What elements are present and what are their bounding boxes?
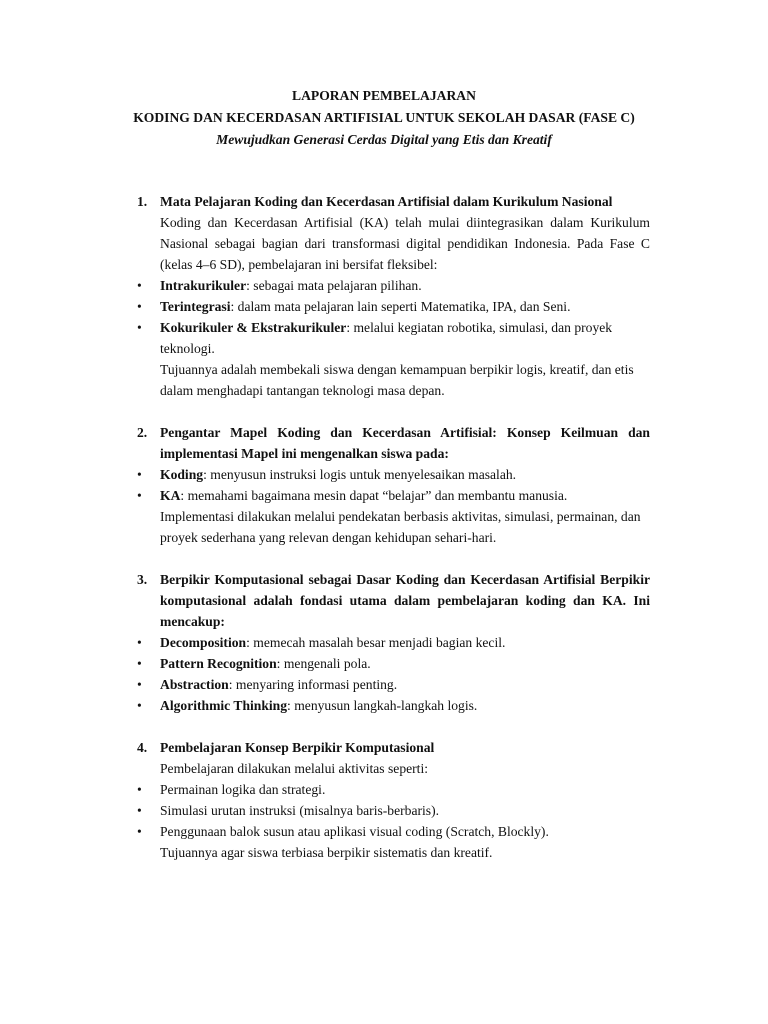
bullet-icon: • (137, 299, 142, 314)
item-term: KA (160, 488, 181, 503)
document-subtitle: Mewujudkan Generasi Cerdas Digital yang Etis dan Kreatif (216, 132, 552, 147)
section-closing: Tujuannya adalah membekali siswa dengan kemampuan berpikir logis, kreatif, dan etis dalam menghadapi tantangan teknologi masa depan. (160, 362, 634, 398)
list-item (137, 695, 650, 716)
item-text: : menyaring informasi penting. (228, 677, 398, 692)
item-text: : melalui kegiatan robotika, simulasi, dan proyek teknologi. (160, 320, 613, 356)
item-term: Koding (160, 467, 204, 482)
bullet-list (137, 464, 650, 506)
list-item (137, 317, 650, 359)
section-closing: Implementasi dilakukan melalui pendekatan berbasis aktivitas, simulasi, permainan, dan proyek sederhana yang relevan dengan kehidupan sehari-hari. (160, 509, 641, 545)
section-title: Pembelajaran Konsep Berpikir Komputasional (160, 740, 435, 755)
bullet-icon: • (137, 656, 142, 671)
item-term: Decomposition (160, 635, 247, 650)
item-term: Pattern Recognition (160, 656, 277, 671)
list-item (137, 821, 650, 842)
bullet-icon: • (137, 488, 142, 503)
section-intro: Pembelajaran dilakukan melalui aktivitas seperti: (160, 761, 429, 776)
section-number: 4. (137, 740, 148, 755)
item-text: : menyusun instruksi logis untuk menyelesaikan masalah. (203, 467, 517, 482)
bullet-icon: • (137, 782, 142, 797)
document-title: LAPORAN PEMBELAJARAN (292, 88, 476, 103)
section-number: 1. (137, 194, 148, 209)
list-item (137, 674, 650, 695)
item-text: : memahami bagaimana mesin dapat “belajar” dan membantu manusia. (180, 488, 568, 503)
bullet-icon: • (137, 824, 142, 839)
section-heading (137, 422, 650, 464)
list-item (137, 632, 650, 653)
section-closing: Tujuannya agar siswa terbiasa berpikir sistematis dan kreatif. (160, 845, 493, 860)
section-heading (137, 569, 650, 632)
section-2 (137, 422, 650, 548)
item-text: Simulasi urutan instruksi (misalnya baris-berbaris). (160, 803, 439, 818)
section-title: Mata Pelajaran Koding dan Kecerdasan Artifisial dalam Kurikulum Nasional (160, 194, 613, 209)
item-text: : memecah masalah besar menjadi bagian kecil. (246, 635, 506, 650)
section-title: Berpikir Komputasional sebagai Dasar Koding dan Kecerdasan Artifisial Berpikir komputasional adalah fondasi utama dalam pembelajaran koding dan KA. Ini mencakup: (160, 572, 650, 629)
document-header (0, 85, 768, 151)
list-item (137, 464, 650, 485)
item-text: : sebagai mata pelajaran pilihan. (246, 278, 422, 293)
list-item (137, 485, 650, 506)
list-item (137, 779, 650, 800)
section-number: 3. (137, 572, 148, 587)
bullet-icon: • (137, 320, 142, 335)
section-intro: Koding dan Kecerdasan Artifisial (KA) telah mulai diintegrasikan dalam Kurikulum Nasional sebagai bagian dari transformasi digital pendidikan Indonesia. Pada Fase C (kelas 4–6 SD), pembelajaran ini bersifat fleksibel: (160, 215, 650, 272)
list-item (137, 275, 650, 296)
section-title: Pengantar Mapel Koding dan Kecerdasan Artifisial: Konsep Keilmuan dan implementasi Mapel ini mengenalkan siswa pada: (160, 425, 650, 461)
item-text: Penggunaan balok susun atau aplikasi visual coding (Scratch, Blockly). (160, 824, 549, 839)
bullet-list (137, 779, 650, 842)
bullet-icon: • (137, 803, 142, 818)
item-term: Algorithmic Thinking (160, 698, 288, 713)
section-1 (137, 191, 650, 401)
document-title-secondary: KODING DAN KECERDASAN ARTIFISIAL UNTUK SEKOLAH DASAR (FASE C) (133, 110, 635, 125)
bullet-list (137, 632, 650, 716)
item-term: Kokurikuler & Ekstrakurikuler (160, 320, 347, 335)
section-heading (137, 737, 650, 758)
bullet-icon: • (137, 698, 142, 713)
list-item (137, 296, 650, 317)
item-text: : menyusun langkah-langkah logis. (287, 698, 478, 713)
bullet-list (137, 275, 650, 359)
item-text: : dalam mata pelajaran lain seperti Matematika, IPA, dan Seni. (230, 299, 571, 314)
bullet-icon: • (137, 677, 142, 692)
bullet-icon: • (137, 467, 142, 482)
list-item (137, 800, 650, 821)
section-3 (137, 569, 650, 716)
bullet-icon: • (137, 278, 142, 293)
item-text: Permainan logika dan strategi. (160, 782, 326, 797)
item-term: Abstraction (160, 677, 229, 692)
bullet-icon: • (137, 635, 142, 650)
item-text: : mengenali pola. (276, 656, 371, 671)
item-term: Terintegrasi (160, 299, 231, 314)
item-term: Intrakurikuler (160, 278, 247, 293)
section-number: 2. (137, 425, 148, 440)
section-4 (137, 737, 650, 863)
document-body (137, 191, 650, 884)
section-heading (137, 191, 650, 212)
list-item (137, 653, 650, 674)
